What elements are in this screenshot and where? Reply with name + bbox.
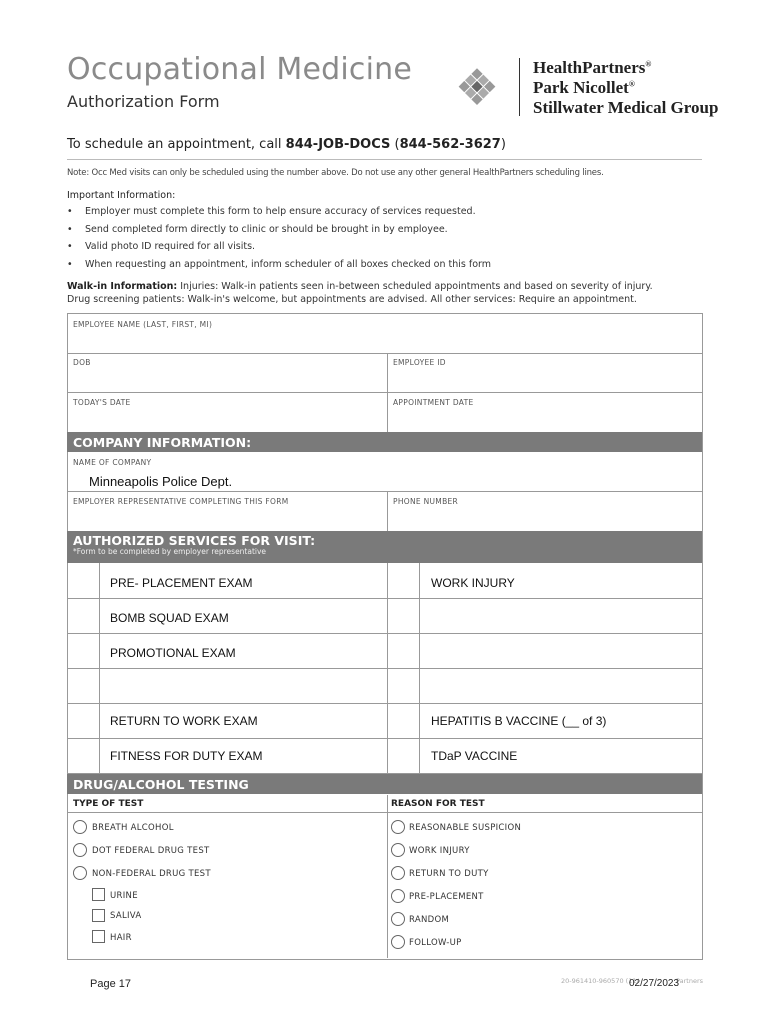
- non-federal-label: NON-FEDERAL DRUG TEST: [92, 869, 211, 879]
- company-name-label: NAME OF COMPANY: [73, 458, 152, 467]
- reason-for-test-heading: REASON FOR TEST: [391, 799, 485, 809]
- services-heading: AUTHORIZED SERVICES FOR VISIT:: [73, 533, 316, 548]
- dot-federal-label: DOT FEDERAL DRUG TEST: [92, 846, 210, 856]
- org-stillwater: Stillwater Medical Group: [533, 98, 719, 117]
- divider: [67, 491, 702, 492]
- follow-up-radio[interactable]: [391, 935, 405, 949]
- important-heading: Important Information:: [67, 190, 176, 201]
- divider: [387, 491, 388, 531]
- service-checkbox[interactable]: [68, 739, 99, 773]
- service-checkbox[interactable]: [388, 634, 419, 668]
- divider: [67, 598, 702, 599]
- header-rule: [67, 159, 702, 160]
- divider: [67, 353, 702, 354]
- random-label: RANDOM: [409, 915, 450, 925]
- work-injury-label: WORK INJURY: [409, 846, 470, 856]
- services-subheading: *Form to be completed by employer representative: [73, 547, 267, 556]
- logo-divider: [519, 58, 520, 116]
- footer-date: 02/27/2023: [629, 978, 680, 989]
- breath-alcohol-radio[interactable]: [73, 820, 87, 834]
- service-label: RETURN TO WORK EXAM: [110, 714, 258, 728]
- todays-date-label: TODAY'S DATE: [73, 398, 131, 407]
- service-checkbox[interactable]: [68, 669, 99, 703]
- employer-rep-field[interactable]: [68, 494, 386, 530]
- breath-alcohol-label: BREATH ALCOHOL: [92, 823, 174, 833]
- hair-checkbox[interactable]: [92, 930, 105, 943]
- service-label: PRE- PLACEMENT EXAM: [110, 576, 253, 590]
- urine-label: URINE: [110, 891, 138, 901]
- follow-up-label: FOLLOW-UP: [409, 938, 462, 948]
- form-code: 20-961410-960570 (11/: [561, 977, 639, 985]
- walkin-info: Walk-in Information: Injuries: Walk-in patients seen in-between scheduled appointments and based on severity of injury. Drug screening patients: Walk-in's welcome, but appointments are advised. All other services: Require an appointment.: [67, 281, 653, 305]
- important-list: [67, 206, 491, 276]
- hair-label: HAIR: [110, 933, 132, 943]
- saliva-label: SALIVA: [110, 911, 142, 921]
- page-number: Page 17: [90, 978, 131, 990]
- service-checkbox[interactable]: [388, 704, 419, 738]
- service-label: TDaP VACCINE: [431, 749, 518, 763]
- employee-name-field[interactable]: [68, 318, 701, 352]
- divider: [67, 812, 702, 813]
- list-item: • Send completed form directly to clinic or should be brought in by employee.: [67, 224, 491, 242]
- service-label: BOMB SQUAD EXAM: [110, 611, 229, 625]
- non-federal-radio[interactable]: [73, 866, 87, 880]
- reasonable-suspicion-label: REASONABLE SUSPICION: [409, 823, 522, 833]
- service-checkbox[interactable]: [388, 599, 419, 633]
- service-checkbox[interactable]: [68, 634, 99, 668]
- divider: [67, 392, 702, 393]
- list-item: • When requesting an appointment, inform scheduler of all boxes checked on this form: [67, 259, 491, 277]
- employee-id-label: EMPLOYEE ID: [393, 358, 446, 367]
- scheduling-note: Note: Occ Med visits can only be scheduled using the number above. Do not use any other general HealthPartners scheduling lines.: [67, 168, 604, 178]
- divider: [67, 738, 702, 739]
- service-checkbox[interactable]: [388, 669, 419, 703]
- service-checkbox[interactable]: [68, 564, 99, 598]
- service-label: FITNESS FOR DUTY EXAM: [110, 749, 263, 763]
- company-section-header: COMPANY INFORMATION:: [67, 432, 702, 452]
- divider: [67, 633, 702, 634]
- org-healthpartners: HealthPartners®: [533, 58, 652, 77]
- service-label: WORK INJURY: [431, 576, 515, 590]
- divider: [387, 795, 388, 958]
- service-checkbox[interactable]: [68, 704, 99, 738]
- dob-label: DOB: [73, 358, 91, 367]
- employee-name-label: EMPLOYEE NAME (LAST, FIRST, MI): [73, 320, 213, 329]
- appointment-date-label: APPOINTMENT DATE: [393, 398, 474, 407]
- form-subtitle: Authorization Form: [67, 92, 220, 111]
- org-park-nicollet: Park Nicollet®: [533, 78, 635, 97]
- divider: [67, 668, 702, 669]
- return-to-duty-radio[interactable]: [391, 866, 405, 880]
- form-title: Occupational Medicine: [67, 52, 412, 87]
- urine-checkbox[interactable]: [92, 888, 105, 901]
- return-to-duty-label: RETURN TO DUTY: [409, 869, 489, 879]
- todays-date-field[interactable]: [68, 395, 386, 431]
- pre-placement-radio[interactable]: [391, 889, 405, 903]
- employer-rep-label: EMPLOYER REPRESENTATIVE COMPLETING THIS FORM: [73, 497, 289, 506]
- random-radio[interactable]: [391, 912, 405, 926]
- reasonable-suspicion-radio[interactable]: [391, 820, 405, 834]
- phone-number-field[interactable]: [389, 494, 701, 530]
- pre-placement-label: PRE-PLACEMENT: [409, 892, 484, 902]
- type-of-test-heading: TYPE OF TEST: [73, 799, 144, 809]
- service-checkbox[interactable]: [388, 739, 419, 773]
- divider: [67, 703, 702, 704]
- phone-number-label: PHONE NUMBER: [393, 497, 459, 506]
- work-injury-radio[interactable]: [391, 843, 405, 857]
- diamond-grid-logo-icon: [452, 68, 502, 108]
- service-label: PROMOTIONAL EXAM: [110, 646, 236, 660]
- employee-id-field[interactable]: [389, 356, 701, 392]
- dob-field[interactable]: [68, 356, 386, 392]
- list-item: • Employer must complete this form to help ensure accuracy of services requested.: [67, 206, 491, 224]
- schedule-line: To schedule an appointment, call 844-JOB-DOCS (844-562-3627): [67, 137, 506, 152]
- service-checkbox[interactable]: [388, 564, 419, 598]
- form-code-tail: Partners: [676, 977, 704, 985]
- list-item: • Valid photo ID required for all visits.: [67, 241, 491, 259]
- dot-federal-radio[interactable]: [73, 843, 87, 857]
- company-name-value[interactable]: Minneapolis Police Dept.: [89, 474, 233, 489]
- services-section-header: [67, 531, 702, 563]
- service-checkbox[interactable]: [68, 599, 99, 633]
- phone-word: 844-JOB-DOCS: [285, 137, 391, 152]
- appointment-date-field[interactable]: [389, 395, 701, 431]
- drug-section-header: DRUG/ALCOHOL TESTING: [67, 774, 702, 794]
- saliva-checkbox[interactable]: [92, 909, 105, 922]
- phone-number: 844-562-3627: [399, 137, 501, 152]
- service-label: HEPATITIS B VACCINE (__ of 3): [431, 714, 607, 728]
